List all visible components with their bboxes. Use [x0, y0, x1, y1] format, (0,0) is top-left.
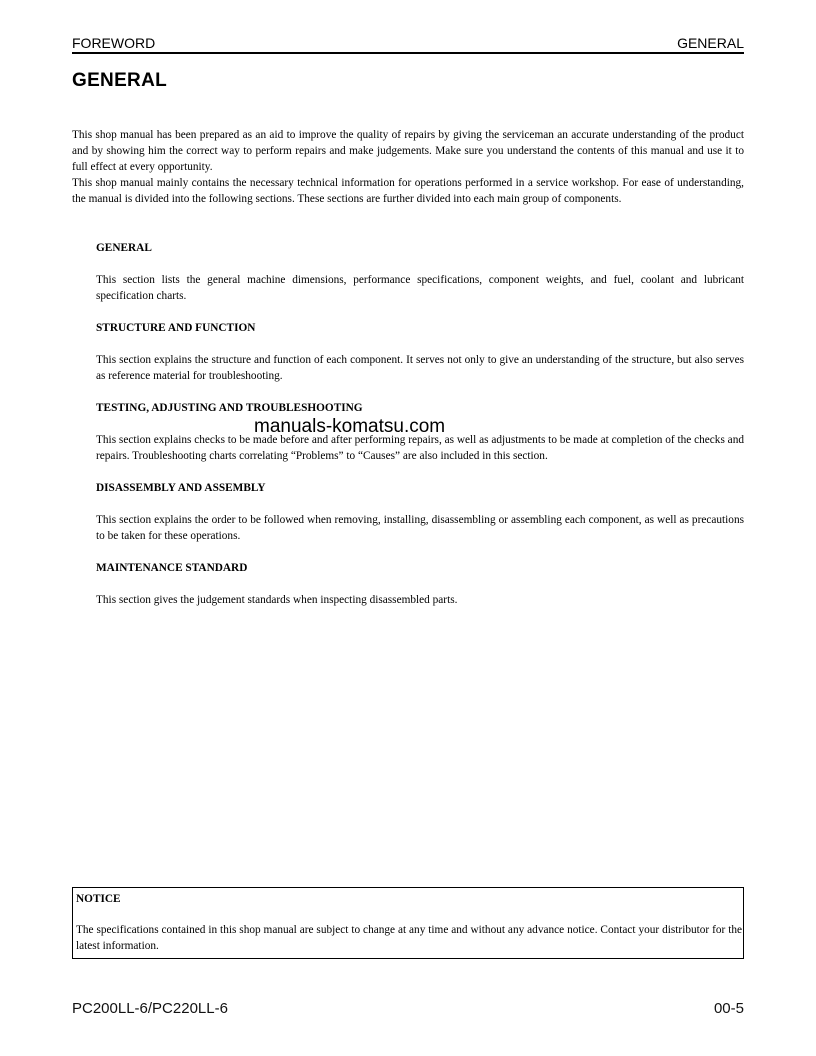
- section-description: This section explains the structure and function of each component. It serves not only to give an understanding of the structure, but also serves as reference material for troubleshooting.: [96, 354, 744, 382]
- intro-paragraph-1: [72, 127, 744, 175]
- section-general: [96, 240, 744, 304]
- intro-paragraph-2: [72, 175, 744, 207]
- section-description: This section lists the general machine dimensions, performance specifications, component weights, and fuel, coolant and lubricant specification charts.: [96, 274, 744, 302]
- section-description: This section explains the order to be followed when removing, installing, disassembling or assembling each component, as well as precautions to be taken for these operations.: [96, 514, 744, 542]
- section-heading: TESTING, ADJUSTING AND TROUBLESHOOTING: [96, 402, 363, 414]
- section-maintenance-standard: [96, 560, 744, 608]
- intro-text-1: This shop manual has been prepared as an aid to improve the quality of repairs by giving the serviceman an accurate understanding of the product and by showing him the correct way to perform repairs and make judgements. Make sure you understand the contents of this manual and use it to full effect at every opportunity.: [72, 129, 744, 173]
- section-heading: MAINTENANCE STANDARD: [96, 562, 248, 574]
- intro-text-2: This shop manual mainly contains the necessary technical information for operations performed in a service workshop. For ease of understanding, the manual is divided into the following sections. These sections are further divided into each main group of components.: [72, 177, 744, 205]
- page-title: GENERAL: [72, 70, 167, 91]
- header-chapter: FOREWORD: [72, 35, 156, 51]
- header-section: GENERAL: [677, 35, 744, 51]
- section-disassembly-and-assembly: [96, 480, 744, 544]
- section-description: This section explains checks to be made before and after performing repairs, as well as adjustments to be made at completion of the checks and repairs. Troubleshooting charts correlating “Problems” to “Causes” are also included in this section.: [96, 434, 744, 462]
- section-heading: GENERAL: [96, 242, 152, 254]
- notice-box: [72, 887, 744, 959]
- section-heading: DISASSEMBLY AND ASSEMBLY: [96, 482, 266, 494]
- watermark: manuals-komatsu.com: [254, 416, 446, 437]
- notice-text: The specifications contained in this shop manual are subject to change at any time and without any advance notice. Contact your distributor for the latest information.: [76, 924, 742, 952]
- notice-heading: NOTICE: [76, 893, 121, 905]
- footer-model: PC200LL-6/PC220LL-6: [72, 1000, 228, 1017]
- section-structure-and-function: [96, 320, 744, 384]
- page-header: [72, 34, 744, 54]
- section-description: This section gives the judgement standards when inspecting disassembled parts.: [96, 594, 458, 606]
- section-heading: STRUCTURE AND FUNCTION: [96, 322, 256, 334]
- footer-page-number: 00-5: [713, 1000, 744, 1017]
